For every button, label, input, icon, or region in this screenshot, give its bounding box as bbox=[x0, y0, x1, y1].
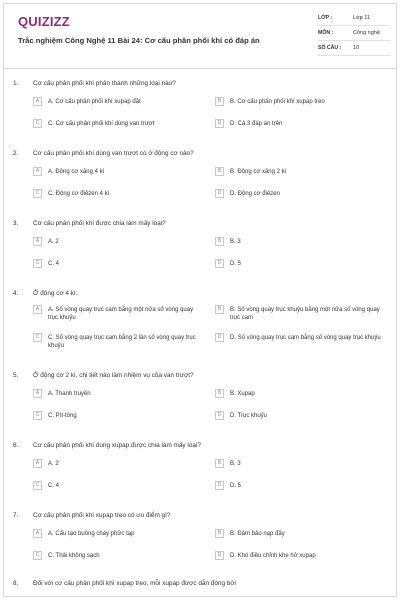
option-letter-box: C bbox=[33, 333, 42, 342]
option-letter-box: D bbox=[215, 189, 224, 198]
option-text: D. Cả 3 đáp án trên bbox=[230, 121, 283, 127]
quiz-meta bbox=[318, 12, 390, 57]
option-letter-box: A bbox=[33, 529, 42, 538]
option-letter-box: A bbox=[33, 237, 42, 246]
option-text: A. Cấu tạo buồng cháy phức tạp bbox=[48, 531, 135, 537]
question-text: Cơ cấu phân phối khí dùng xupap được chia làm mấy loại? bbox=[33, 442, 201, 449]
option-text: B. 3 bbox=[230, 461, 241, 467]
option-letter-box: B bbox=[215, 389, 224, 398]
option-letter-box: B bbox=[215, 305, 224, 314]
option-letter-box: C bbox=[33, 259, 42, 268]
option-text: B. Số vòng quay trục khuỷu bằng một nửa số vòng quay trục cam bbox=[230, 307, 380, 321]
option-letter-box: D bbox=[215, 411, 224, 420]
option-letter-box: A bbox=[33, 305, 42, 314]
option-letter-box: D bbox=[215, 259, 224, 268]
question-number: 7. bbox=[13, 512, 19, 519]
option-text: B. 3 bbox=[230, 239, 241, 245]
option-text: B. Xupap bbox=[230, 391, 255, 397]
page-frame bbox=[3, 3, 397, 597]
meta-count-label: SỐ CÂU : bbox=[318, 45, 342, 51]
option-letter-box: C bbox=[33, 551, 42, 560]
meta-class-value: Lớp 11 bbox=[353, 15, 370, 21]
question-text: Ở động cơ 2 kì, chi tiết nào làm nhiệm vụ của van trượt? bbox=[33, 372, 194, 379]
quizizz-logo: QUIZIZZ bbox=[18, 14, 70, 29]
question-text: Ở động cơ 4 kì: bbox=[33, 290, 78, 297]
option-letter-box: A bbox=[33, 97, 42, 106]
option-text: C. Cơ cấu phân phối khí dùng van trượt bbox=[48, 121, 155, 127]
option-text: D. Khó điều chỉnh khe hở xupap bbox=[230, 553, 316, 559]
option-text: A. 2 bbox=[48, 461, 59, 467]
option-letter-box: D bbox=[215, 333, 224, 342]
meta-subject-value: Công nghệ bbox=[353, 30, 380, 36]
question-number: 3. bbox=[13, 220, 19, 227]
option-letter-box: B bbox=[215, 529, 224, 538]
question-text: Cơ cấu phân phối khí phân thành những loại nào? bbox=[33, 80, 176, 87]
question-number: 2. bbox=[13, 150, 19, 157]
question-number: 1. bbox=[13, 80, 19, 87]
page-title: Trắc nghiệm Công Nghệ 11 Bài 24: Cơ cấu phân phối khí có đáp án bbox=[18, 36, 260, 45]
option-text: B. Động cơ xăng 2 kì bbox=[230, 169, 287, 175]
option-text: D. 5 bbox=[230, 483, 242, 489]
option-text: A. Cơ cấu phân phối khí xupap đặt bbox=[48, 99, 141, 105]
option-text: D. Động cơ điêzen bbox=[230, 191, 280, 197]
option-text: D. 5 bbox=[230, 261, 242, 267]
option-letter-box: A bbox=[33, 459, 42, 468]
option-letter-box: B bbox=[215, 459, 224, 468]
question-text: Đối với cơ cấu phân phối khí xupap treo, mỗi xupap được dẫn động bởi bbox=[33, 580, 236, 587]
option-letter-box: C bbox=[33, 411, 42, 420]
option-text: B. Cơ cấu phân phối khí xupap treo bbox=[230, 99, 325, 105]
question-text: Cơ cấu phân phối khí được chia làm mấy loại? bbox=[33, 220, 166, 227]
option-text: D. Trục khuỷu bbox=[230, 413, 268, 419]
option-text: A. Động cơ xăng 4 kì bbox=[48, 169, 105, 175]
option-text: C. Động cơ điêzen 4 kì bbox=[48, 191, 110, 197]
option-text: A. Số vòng quay trục cam bằng một nửa số vòng quay trục khuỷu bbox=[48, 307, 194, 321]
option-text: C. Pít-tông bbox=[48, 413, 77, 419]
option-text: A. 2 bbox=[48, 239, 59, 245]
meta-count-value: 10 bbox=[353, 45, 360, 51]
option-text: B. Đảm bảo nạp đầy bbox=[230, 531, 285, 537]
option-letter-box: D bbox=[215, 481, 224, 490]
option-letter-box: C bbox=[33, 189, 42, 198]
option-text: C. Số vòng quay trục cam bằng 2 lần số vòng quay trục khuỷu bbox=[48, 335, 196, 349]
question-text: Cơ cấu phân phối khí xupap treo có ưu điểm gì? bbox=[33, 512, 171, 519]
meta-class-row bbox=[318, 12, 390, 26]
question-number: 5. bbox=[13, 372, 19, 379]
meta-class-label: LỚP : bbox=[318, 15, 333, 21]
option-letter-box: B bbox=[215, 167, 224, 176]
option-letter-box: C bbox=[33, 119, 42, 128]
option-letter-box: A bbox=[33, 167, 42, 176]
option-text: C. 4 bbox=[48, 261, 60, 267]
option-letter-box: A bbox=[33, 389, 42, 398]
question-text: Cơ cấu phân phối khí dùng van trượt có ở động cơ nào? bbox=[33, 150, 194, 157]
option-letter-box: D bbox=[215, 551, 224, 560]
meta-subject-label: MÔN : bbox=[318, 30, 334, 36]
option-text: A. Thanh truyền bbox=[48, 391, 91, 397]
meta-count-row bbox=[318, 42, 390, 56]
option-letter-box: B bbox=[215, 237, 224, 246]
question-number: 6. bbox=[13, 442, 19, 449]
option-letter-box: C bbox=[33, 481, 42, 490]
question-number: 4. bbox=[13, 290, 19, 297]
option-letter-box: B bbox=[215, 97, 224, 106]
option-text: C. 4 bbox=[48, 483, 60, 489]
question-number: 8. bbox=[13, 580, 19, 587]
option-letter-box: D bbox=[215, 119, 224, 128]
meta-subject-row bbox=[318, 27, 390, 41]
option-text: C. Thải không sạch bbox=[48, 553, 100, 559]
option-text: D. Số vòng quay trục cam bằng số vòng quay trục khuỷu bbox=[230, 335, 381, 341]
